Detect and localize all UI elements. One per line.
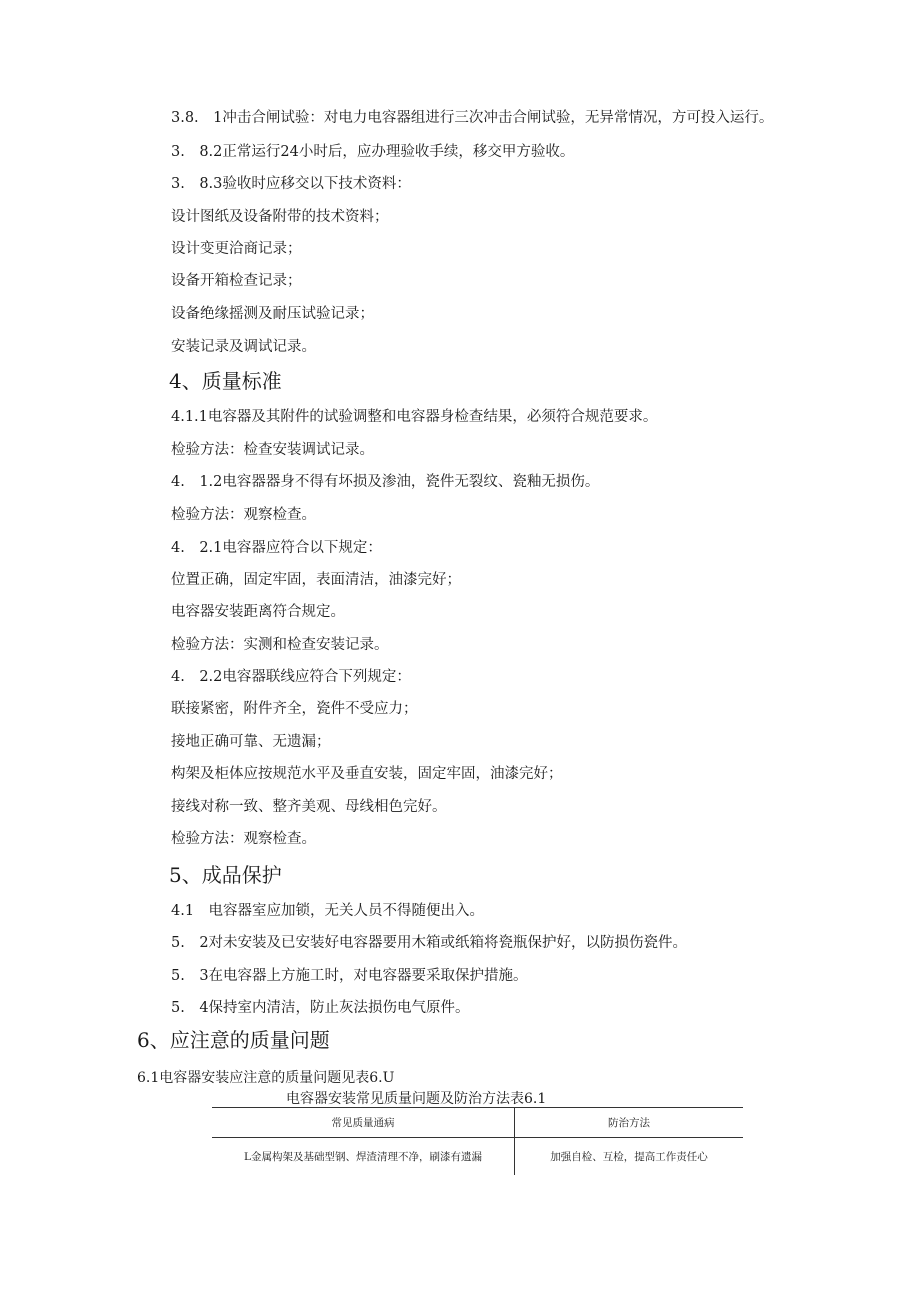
text-line: 联接紧密，附件齐全，瓷件不受应力； xyxy=(171,701,418,717)
text-line: 4. 2.1电容器应符合以下规定： xyxy=(171,540,382,556)
text-line: 设备绝缘摇测及耐压试验记录； xyxy=(171,306,374,322)
text-line: 4. 2.2电容器联线应符合下列规定： xyxy=(171,669,411,685)
text-line: 设备开箱检查记录； xyxy=(171,273,302,289)
text-line: 接地正确可靠、无遗漏； xyxy=(171,734,331,750)
table-row xyxy=(212,1138,743,1176)
text-line: 构架及柜体应按规范水平及垂直安装，固定牢固，油漆完好； xyxy=(171,766,563,782)
text-line: 3. 8.2正常运行24小时后，应办理验收手续，移交甲方验收。 xyxy=(171,144,575,160)
text-line: 检验方法：检查安装调试记录。 xyxy=(171,442,374,458)
table-cell: 加强自检、互检，提高工作责任心 xyxy=(550,1151,708,1163)
text-line: 安装记录及调试记录。 xyxy=(171,339,316,355)
table-header-row xyxy=(212,1108,743,1138)
text-line: 检验方法：观察检查。 xyxy=(171,831,316,847)
text-line: 6.1电容器安装应注意的质量问题见表6.U xyxy=(137,1070,395,1086)
section-heading: 5、成品保护 xyxy=(169,863,282,887)
text-line: 3. 8.3验收时应移交以下技术资料： xyxy=(171,176,411,192)
text-line: 4.1.1电容器及其附件的试验调整和电容器身检查结果，必须符合规范要求。 xyxy=(171,409,658,425)
quality-issues-table xyxy=(212,1107,743,1175)
text-line: 4. 1.2电容器器身不得有坏损及渗油，瓷件无裂纹、瓷釉无损伤。 xyxy=(171,474,600,490)
section-heading: 6、应注意的质量问题 xyxy=(137,1028,330,1052)
table-caption: 电容器安装常见质量问题及防治方法表6.1 xyxy=(286,1091,547,1107)
text-line: 检验方法：实测和检查安装记录。 xyxy=(171,637,389,653)
text-line: 位置正确，固定牢固，表面清洁，油漆完好； xyxy=(171,572,461,588)
section-heading: 4、质量标准 xyxy=(169,369,282,393)
text-line: 检验方法：观察检查。 xyxy=(171,507,316,523)
text-line: 5. 3在电容器上方施工时，对电容器要采取保护措施。 xyxy=(171,968,528,984)
text-line: 设计变更洽商记录； xyxy=(171,241,302,257)
text-line: 5. 4保持室内清洁，防止灰法损伤电气原件。 xyxy=(171,1000,470,1016)
column-header: 防治方法 xyxy=(515,1108,744,1138)
text-line: 5. 2对未安装及已安装好电容器要用木箱或纸箱将瓷瓶保护好，以防损伤瓷件。 xyxy=(171,935,688,951)
text-line: 3.8. 1冲击合闸试验：对电力电容器组进行三次冲击合闸试验，无异常情况，方可投入运行。 xyxy=(171,110,774,126)
column-header: 常见质量通病 xyxy=(212,1108,515,1138)
text-line: 设计图纸及设备附带的技术资料； xyxy=(171,209,389,225)
table-cell: L金属构架及基础型钢、焊渣清理不净，刷漆有遗漏 xyxy=(212,1138,515,1176)
text-line: 接线对称一致、整齐美观、母线相色完好。 xyxy=(171,799,447,815)
text-line: 4.1 电容器室应加锁，无关人员不得随便出入。 xyxy=(171,903,485,919)
text-line: 电容器安装距离符合规定。 xyxy=(171,604,345,620)
